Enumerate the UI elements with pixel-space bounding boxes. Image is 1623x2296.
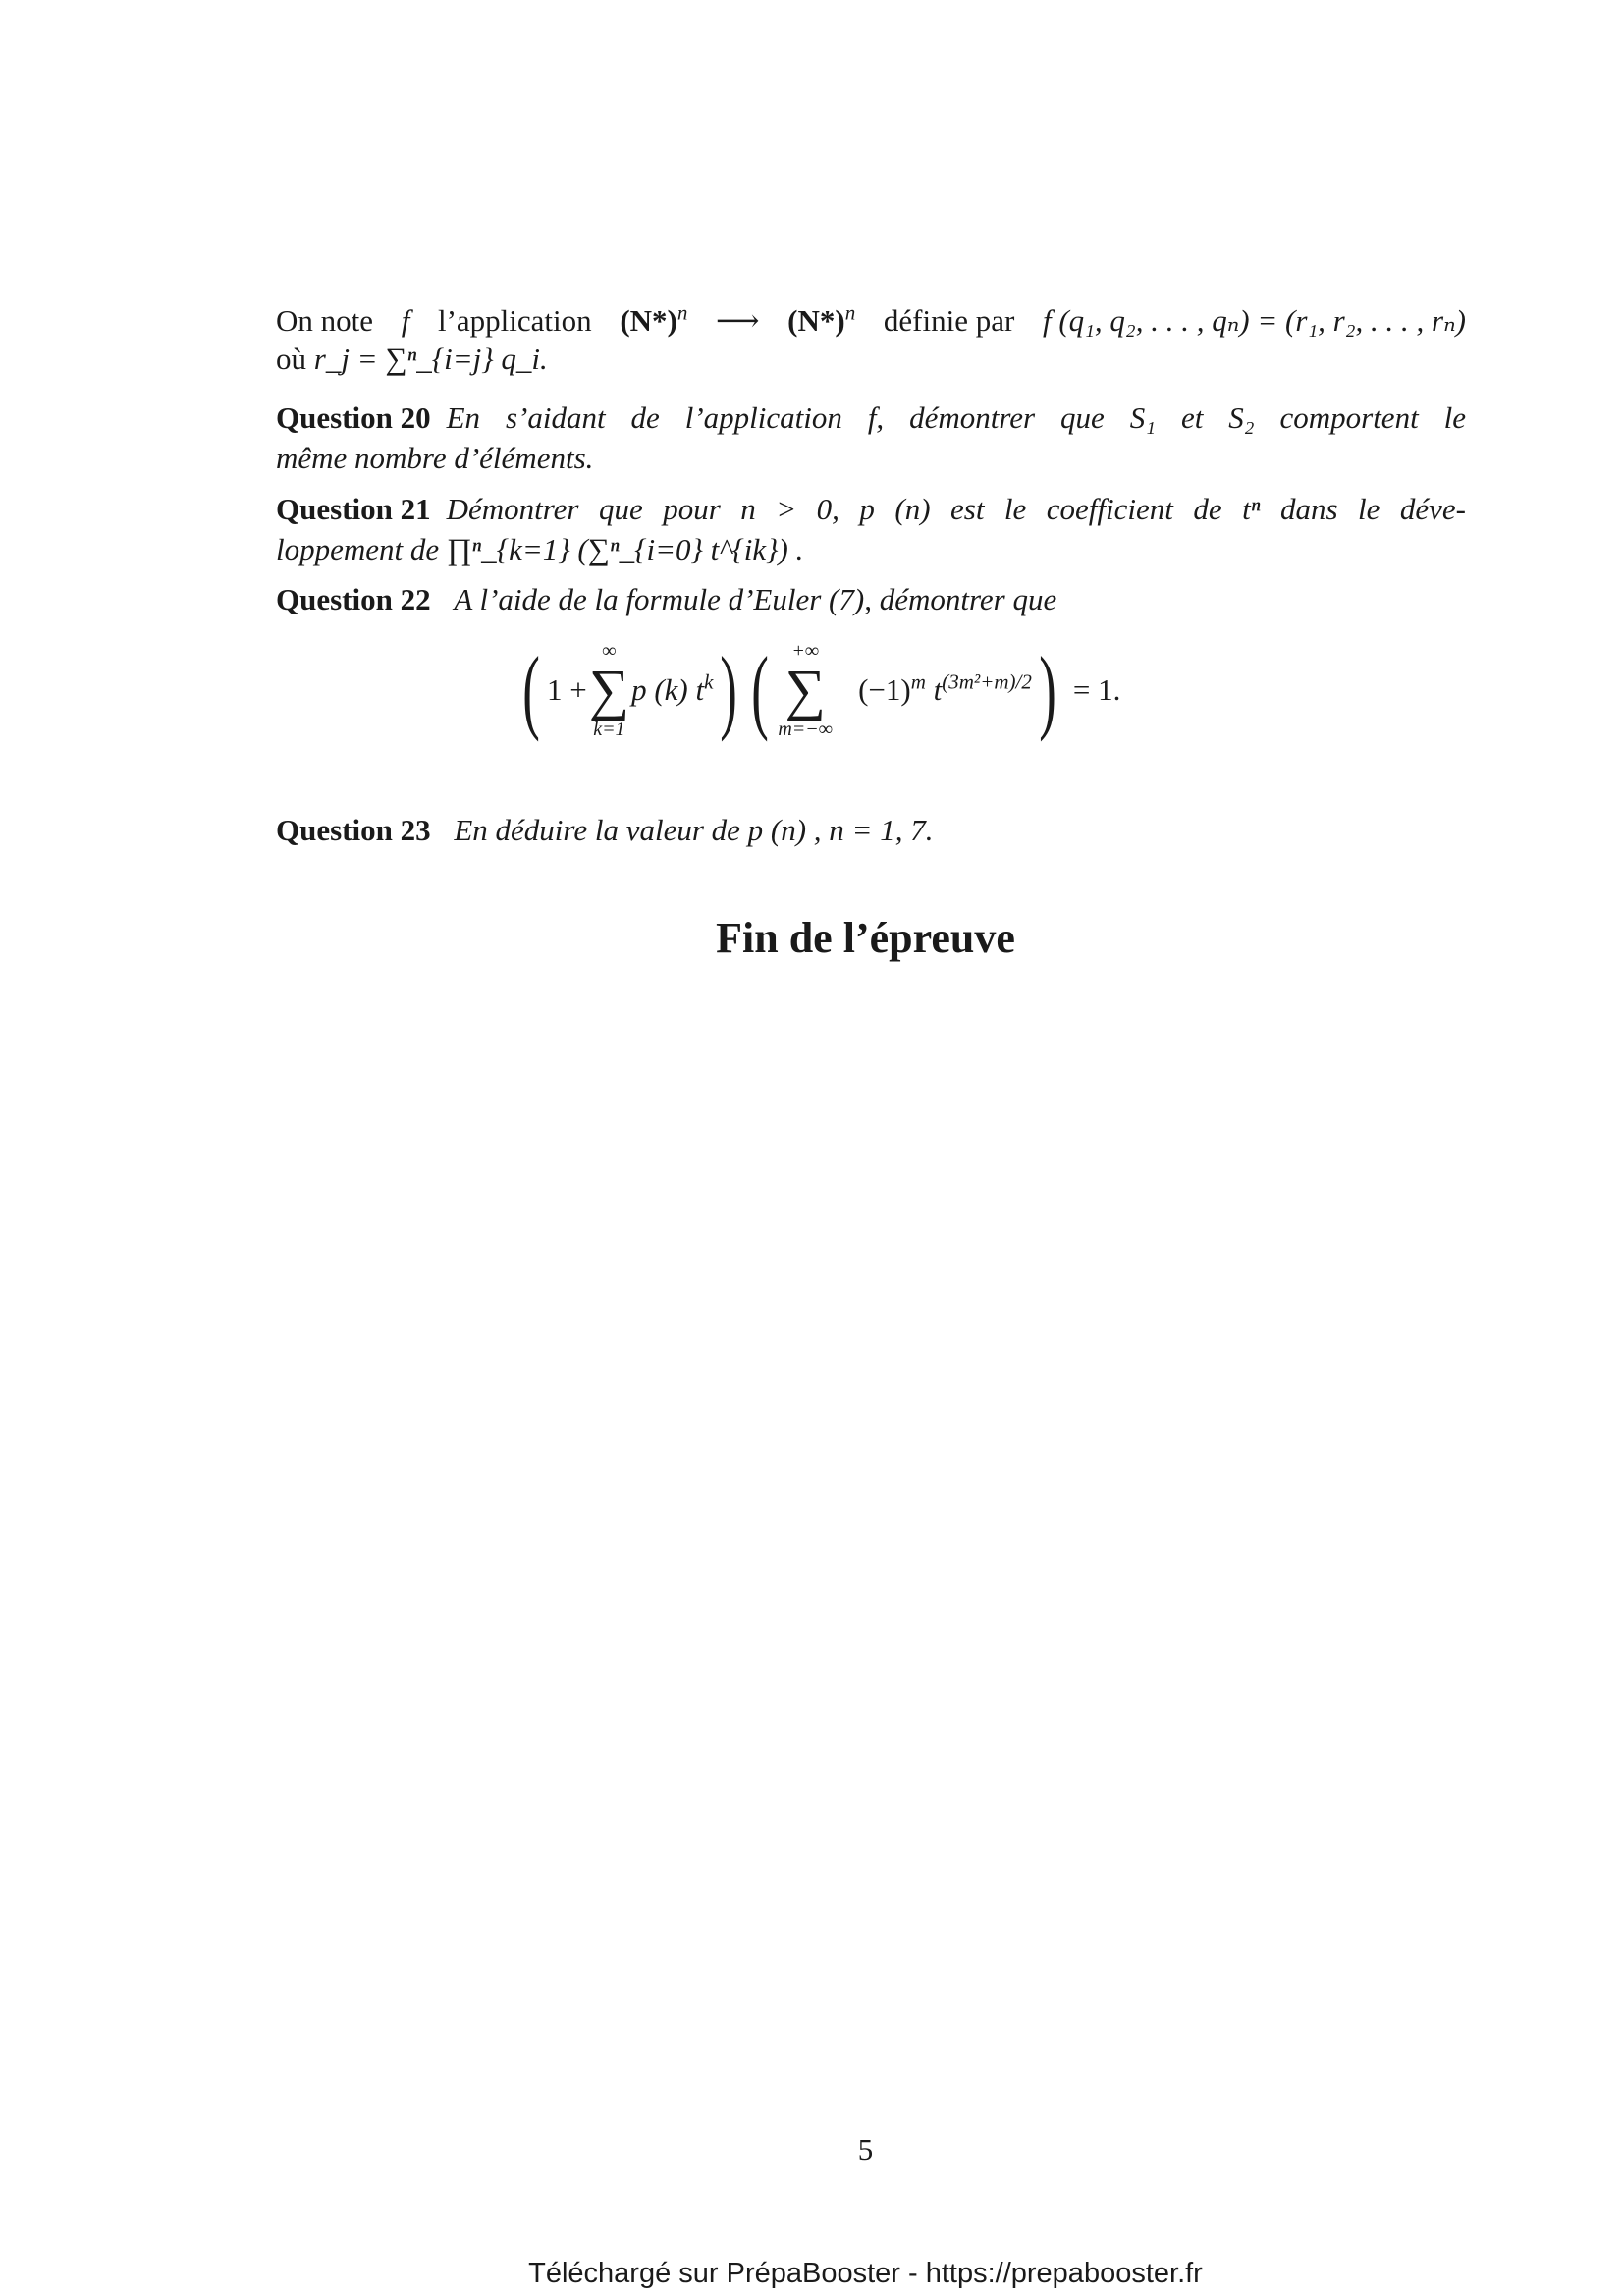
question-20-text-1: En s’aidant de l’application f, démontrer que S₁ et S₂ comportent le bbox=[446, 400, 1466, 435]
question-21-line-1 bbox=[276, 490, 1466, 529]
question-20-line-1 bbox=[276, 399, 1466, 438]
sum-k-lower: k=1 bbox=[593, 719, 625, 740]
question-23-text: En déduire la valeur de p (n) , n = 1, 7. bbox=[454, 813, 934, 847]
question-22-line bbox=[276, 580, 1056, 619]
page-number: 5 bbox=[857, 2132, 874, 2166]
sum-m-symbol: ∑ bbox=[784, 658, 826, 721]
intro-text-a: On note bbox=[276, 303, 374, 338]
question-20-text-2: même nombre d’éléments. bbox=[276, 441, 594, 475]
end-title: Fin de l’épreuve bbox=[716, 914, 1015, 962]
intro-codomain: $(N*)^n$ bbox=[787, 300, 856, 338]
intro-r-def: r_j = ∑ⁿ_{i=j} q_i. bbox=[313, 342, 548, 376]
intro-line-2 bbox=[276, 340, 548, 379]
question-22-text: A l’aide de la formule d’Euler (7), démontrer que bbox=[454, 582, 1057, 616]
question-21-text-2: loppement de ∏ⁿ_{k=1} (∑ⁿ_{i=0} t^{ik}) . bbox=[276, 532, 804, 566]
question-21-label: Question 21 bbox=[276, 492, 431, 526]
download-footer: Téléchargé sur PrépaBooster - https://prepabooster.fr bbox=[528, 2258, 1203, 2289]
eq-one-plus: 1 + bbox=[546, 672, 587, 707]
intro-ou: où bbox=[276, 342, 306, 376]
intro-text-b: l’application bbox=[437, 303, 592, 338]
eq-term-2: $(-1)^m$ $t^{(3m^2+m)/2}$ bbox=[858, 669, 1032, 707]
intro-map: f (q₁, q₂, . . . , qₙ) = (r₁, r₂, . . . , rₙ) bbox=[1042, 303, 1466, 338]
right-paren-2: ) bbox=[1039, 637, 1056, 742]
intro-line-1 bbox=[276, 301, 1466, 341]
question-23-line bbox=[276, 811, 933, 850]
sum-k bbox=[589, 640, 629, 740]
intro-f: f bbox=[401, 303, 410, 338]
sum-k-symbol: ∑ bbox=[588, 658, 630, 721]
question-23-label: Question 23 bbox=[276, 813, 431, 847]
left-paren-1: ( bbox=[522, 637, 540, 742]
sum-k-upper: ∞ bbox=[602, 640, 617, 662]
right-paren-1: ) bbox=[720, 637, 738, 742]
euler-equation bbox=[515, 637, 1121, 742]
eq-rhs: = 1. bbox=[1072, 672, 1121, 707]
question-22-label: Question 22 bbox=[276, 582, 431, 616]
eq-term-1: p (k) $t^k$ bbox=[631, 669, 714, 707]
question-20-label: Question 20 bbox=[276, 400, 431, 435]
intro-text-c: définie par bbox=[883, 303, 1015, 338]
sum-m-upper: +∞ bbox=[791, 640, 820, 662]
question-21-text-1: Démontrer que pour n > 0, p (n) est le coefficient de tⁿ dans le déve- bbox=[446, 492, 1466, 526]
left-paren-2: ( bbox=[751, 637, 770, 742]
sum-m-lower: m=−∞ bbox=[778, 719, 834, 740]
intro-domain: $(N*)^n$ bbox=[620, 300, 688, 338]
intro-arrow: ⟶ bbox=[716, 303, 760, 338]
sum-m bbox=[778, 640, 833, 740]
